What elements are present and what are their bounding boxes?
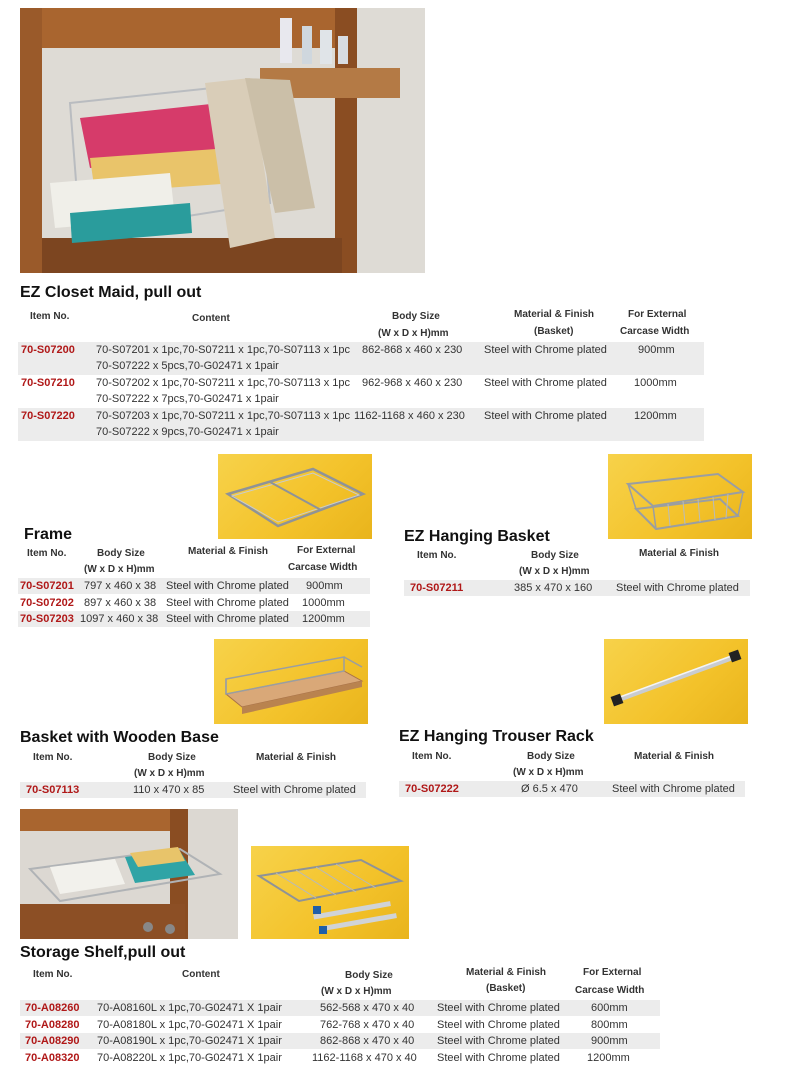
closet-header-basket: (Basket) bbox=[534, 326, 574, 337]
closet-row-3-material: Steel with Chrome plated bbox=[484, 410, 607, 422]
storage-row-3-content: 70-A08190L x 1pc,70-G02471 X 1pair bbox=[97, 1035, 282, 1047]
frame-row-1-material: Steel with Chrome plated bbox=[166, 580, 289, 592]
trouser-header-body-dims: (W x D x H)mm bbox=[513, 767, 584, 778]
frame-header-body-dims: (W x D x H)mm bbox=[84, 564, 155, 575]
storage-shelf-product-photo bbox=[251, 846, 409, 939]
closet-title: EZ Closet Maid, pull out bbox=[20, 284, 202, 301]
storage-row-1 bbox=[20, 1000, 660, 1016]
basket-row-1 bbox=[404, 580, 750, 596]
closet-header-body-size: Body Size bbox=[392, 311, 440, 322]
wooden-basket-photo bbox=[214, 639, 368, 724]
storage-header-material: Material & Finish bbox=[466, 967, 547, 978]
frame-header-carcase: Carcase Width bbox=[288, 562, 358, 573]
closet-row-3-content-line2: 70-S07222 x 9pcs,70-G02471 x 1pair bbox=[96, 426, 279, 438]
closet-header-carcase: Carcase Width bbox=[620, 326, 690, 337]
closet-row-3-width: 1200mm bbox=[634, 410, 677, 422]
frame-row-2-material: Steel with Chrome plated bbox=[166, 597, 289, 609]
closet-row-2 bbox=[18, 375, 704, 408]
frame-row-3-material: Steel with Chrome plated bbox=[166, 613, 289, 625]
trouser-header-body-size: Body Size bbox=[527, 751, 575, 762]
storage-row-3-code: 70-A08290 bbox=[25, 1035, 80, 1047]
closet-row-2-size: 962-968 x 460 x 230 bbox=[362, 377, 463, 389]
storage-row-3 bbox=[20, 1033, 660, 1049]
closet-row-3-size: 1162-1168 x 460 x 230 bbox=[354, 410, 465, 422]
closet-row-1 bbox=[18, 342, 704, 375]
storage-row-4-code: 70-A08320 bbox=[25, 1052, 80, 1064]
storage-header-body-size: Body Size bbox=[345, 970, 393, 981]
closet-row-1-content-line2: 70-S07222 x 5pcs,70-G02471 x 1pair bbox=[96, 360, 279, 372]
frame-row-1-width: 900mm bbox=[306, 580, 343, 592]
frame-row-1-size: 797 x 460 x 38 bbox=[84, 580, 157, 592]
storage-row-4-width: 1200mm bbox=[587, 1052, 630, 1064]
storage-header-body-dims: (W x D x H)mm bbox=[321, 986, 392, 997]
basket-header-body-dims: (W x D x H)mm bbox=[519, 566, 590, 577]
trouser-header-item: Item No. bbox=[412, 751, 452, 762]
storage-row-4-material: Steel with Chrome plated bbox=[437, 1052, 560, 1064]
closet-row-1-material: Steel with Chrome plated bbox=[484, 344, 607, 356]
storage-row-1-width: 600mm bbox=[591, 1002, 628, 1014]
storage-row-2 bbox=[20, 1017, 660, 1033]
storage-row-3-width: 900mm bbox=[591, 1035, 628, 1047]
frame-row-2-size: 897 x 460 x 38 bbox=[84, 597, 157, 609]
wooden-row-1 bbox=[20, 782, 366, 798]
wooden-header-material: Material & Finish bbox=[256, 752, 337, 763]
storage-row-4-content: 70-A08220L x 1pc,70-G02471 X 1pair bbox=[97, 1052, 282, 1064]
storage-header-external: For External bbox=[583, 967, 642, 978]
wooden-row-1-code: 70-S07113 bbox=[26, 784, 80, 796]
storage-row-2-content: 70-A08180L x 1pc,70-G02471 X 1pair bbox=[97, 1019, 282, 1031]
closet-header-body-dims: (W x D x H)mm bbox=[378, 328, 449, 339]
frame-title: Frame bbox=[24, 526, 73, 543]
frame-row-1 bbox=[18, 578, 370, 594]
closet-row-3 bbox=[18, 408, 704, 441]
frame-row-3-code: 70-S07203 bbox=[20, 613, 74, 625]
storage-row-4-size: 1162-1168 x 470 x 40 bbox=[312, 1052, 417, 1064]
wooden-row-1-size: 110 x 470 x 85 bbox=[133, 784, 205, 796]
trouser-header-material: Material & Finish bbox=[634, 751, 715, 762]
frame-header-body-size: Body Size bbox=[97, 548, 145, 559]
closet-header-item: Item No. bbox=[30, 311, 70, 322]
storage-shelf-photo bbox=[20, 809, 238, 939]
closet-row-1-width: 900mm bbox=[638, 344, 675, 356]
closet-header-external: For External bbox=[628, 309, 687, 320]
frame-row-3-size: 1097 x 460 x 38 bbox=[80, 613, 159, 625]
frame-header-item: Item No. bbox=[27, 548, 67, 559]
basket-header-item: Item No. bbox=[417, 550, 457, 561]
closet-row-2-width: 1000mm bbox=[634, 377, 677, 389]
closet-header-content: Content bbox=[192, 313, 230, 324]
wooden-row-1-material: Steel with Chrome plated bbox=[233, 784, 356, 796]
wooden-header-body-size: Body Size bbox=[148, 752, 196, 763]
closet-row-1-code: 70-S07200 bbox=[21, 344, 75, 356]
closet-row-2-code: 70-S07210 bbox=[21, 377, 75, 389]
frame-row-1-code: 70-S07201 bbox=[20, 580, 74, 592]
closet-row-3-code: 70-S07220 bbox=[21, 410, 75, 422]
storage-row-1-size: 562-568 x 470 x 40 bbox=[320, 1002, 415, 1014]
basket-header-material: Material & Finish bbox=[639, 548, 720, 559]
frame-row-2 bbox=[18, 595, 370, 611]
wooden-basket-title: Basket with Wooden Base bbox=[20, 729, 219, 746]
trouser-rack-photo bbox=[604, 639, 748, 724]
closet-header-material: Material & Finish bbox=[514, 309, 595, 320]
wooden-header-item: Item No. bbox=[33, 752, 73, 763]
closet-row-1-size: 862-868 x 460 x 230 bbox=[362, 344, 463, 356]
trouser-row-1-size: Ø 6.5 x 470 bbox=[521, 783, 578, 795]
storage-row-1-code: 70-A08260 bbox=[25, 1002, 80, 1014]
closet-row-1-content-line1: 70-S07201 x 1pc,70-S07211 x 1pc,70-S07113 x 1pc bbox=[96, 344, 350, 356]
basket-header-body-size: Body Size bbox=[531, 550, 579, 561]
closet-row-2-content-line1: 70-S07202 x 1pc,70-S07211 x 1pc,70-S07113 x 1pc bbox=[96, 377, 350, 389]
frame-photo bbox=[218, 454, 372, 539]
frame-header-external: For External bbox=[297, 545, 356, 556]
basket-row-1-code: 70-S07211 bbox=[410, 582, 464, 594]
frame-row-2-code: 70-S07202 bbox=[20, 597, 74, 609]
storage-header-item: Item No. bbox=[33, 969, 73, 980]
storage-shelf-title: Storage Shelf,pull out bbox=[20, 944, 186, 961]
frame-row-3-width: 1200mm bbox=[302, 613, 345, 625]
storage-header-content: Content bbox=[182, 969, 220, 980]
storage-row-4 bbox=[20, 1050, 660, 1066]
wooden-header-body-dims: (W x D x H)mm bbox=[134, 768, 205, 779]
hanging-basket-photo bbox=[608, 454, 752, 539]
closet-row-3-content-line1: 70-S07203 x 1pc,70-S07211 x 1pc,70-S07113 x 1pc bbox=[96, 410, 350, 422]
storage-header-basket: (Basket) bbox=[486, 983, 526, 994]
storage-row-3-size: 862-868 x 470 x 40 bbox=[320, 1035, 415, 1047]
storage-row-2-material: Steel with Chrome plated bbox=[437, 1019, 560, 1031]
closet-row-2-material: Steel with Chrome plated bbox=[484, 377, 607, 389]
storage-row-2-code: 70-A08280 bbox=[25, 1019, 80, 1031]
trouser-row-1-material: Steel with Chrome plated bbox=[612, 783, 735, 795]
trouser-row-1 bbox=[399, 781, 745, 797]
frame-header-material: Material & Finish bbox=[188, 546, 269, 557]
storage-row-1-content: 70-A08160L x 1pc,70-G02471 X 1pair bbox=[97, 1002, 282, 1014]
frame-row-3 bbox=[18, 611, 370, 627]
closet-row-2-content-line2: 70-S07222 x 7pcs,70-G02471 x 1pair bbox=[96, 393, 279, 405]
hanging-basket-title: EZ Hanging Basket bbox=[404, 528, 550, 545]
storage-row-1-material: Steel with Chrome plated bbox=[437, 1002, 560, 1014]
storage-row-3-material: Steel with Chrome plated bbox=[437, 1035, 560, 1047]
basket-row-1-material: Steel with Chrome plated bbox=[616, 582, 739, 594]
trouser-row-1-code: 70-S07222 bbox=[405, 783, 459, 795]
storage-header-carcase: Carcase Width bbox=[575, 985, 645, 996]
storage-row-2-width: 800mm bbox=[591, 1019, 628, 1031]
closet-maid-photo bbox=[20, 8, 425, 273]
frame-row-2-width: 1000mm bbox=[302, 597, 345, 609]
basket-row-1-size: 385 x 470 x 160 bbox=[514, 582, 593, 594]
trouser-rack-title: EZ Hanging Trouser Rack bbox=[399, 728, 594, 745]
storage-row-2-size: 762-768 x 470 x 40 bbox=[320, 1019, 415, 1031]
